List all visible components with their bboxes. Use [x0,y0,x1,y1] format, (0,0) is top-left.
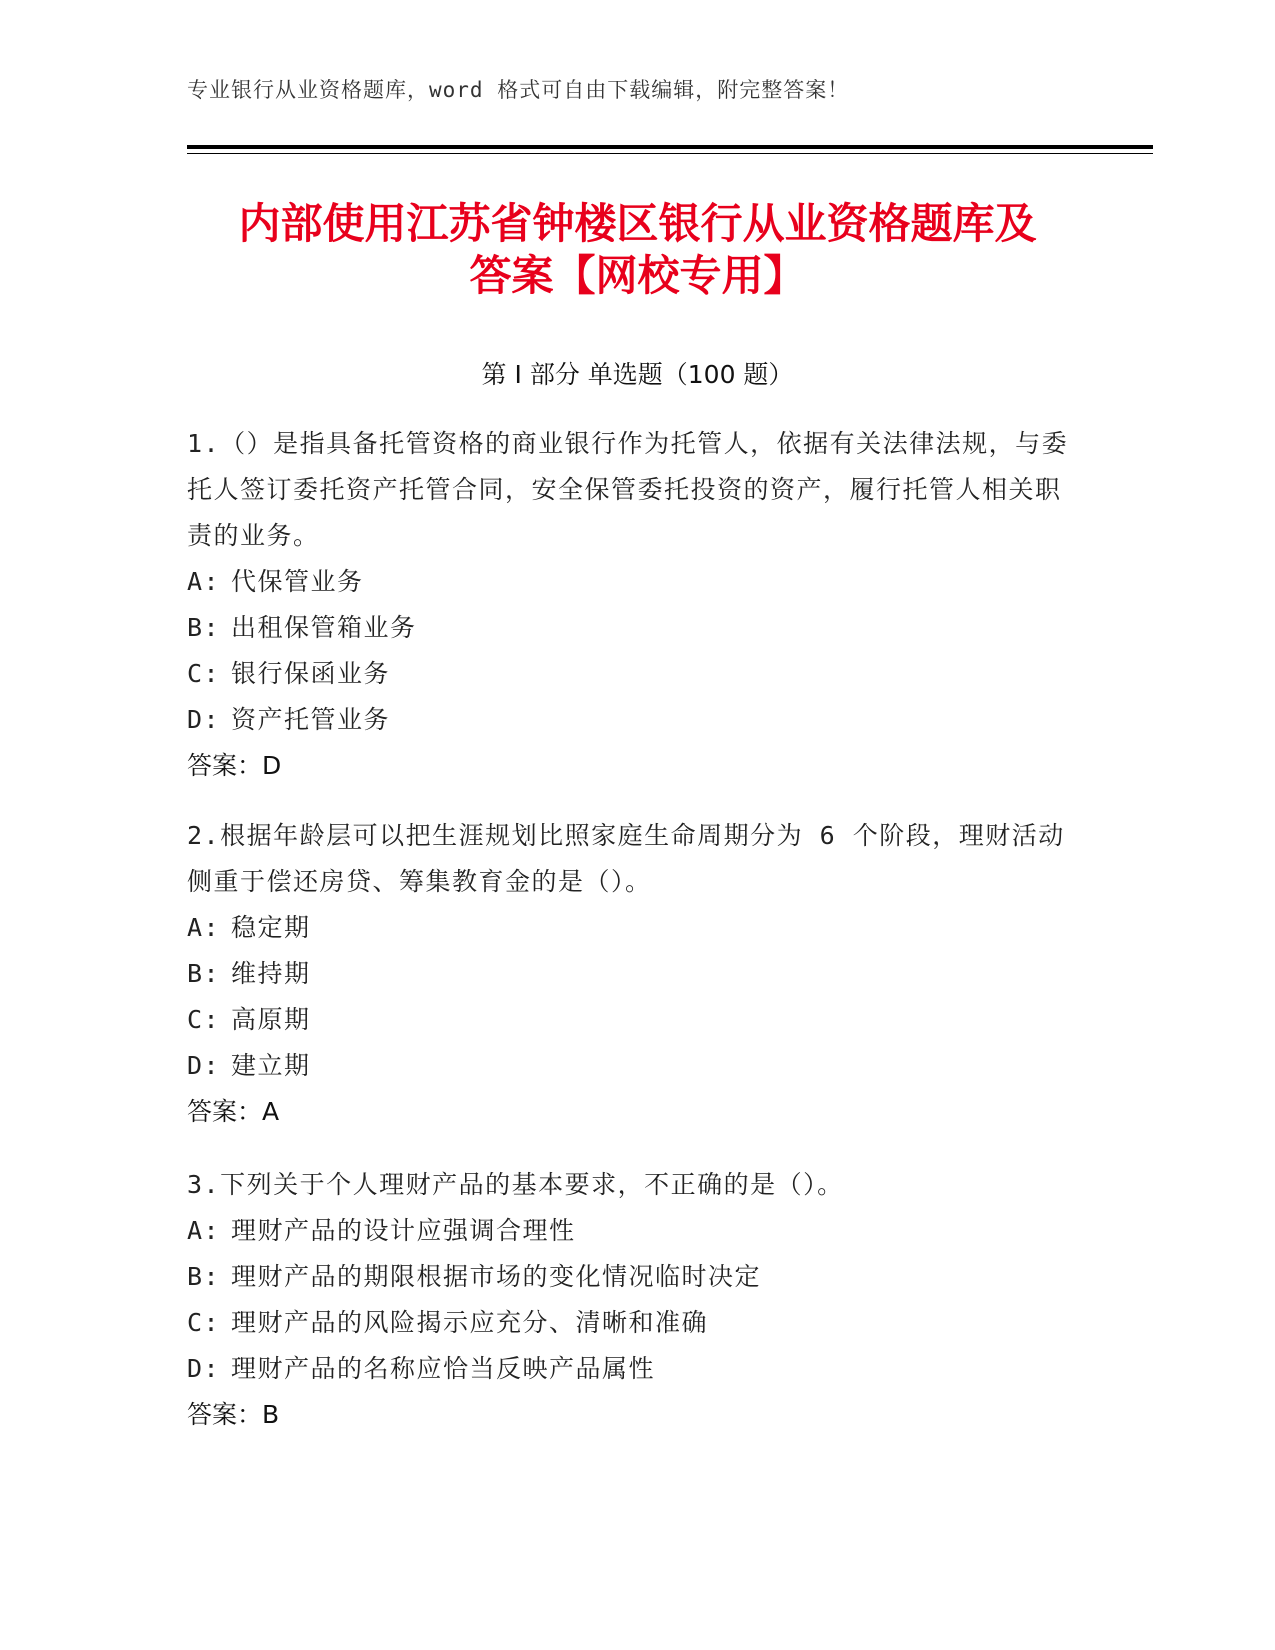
option-a [187,1208,1087,1254]
option-text: 出租保管箱业务 [231,613,417,642]
option-a [187,559,1087,605]
option-text: 稳定期 [231,913,311,942]
option-key: C: [187,1308,221,1337]
question-2 [187,813,1087,1135]
option-text: 代保管业务 [231,567,364,596]
option-b [187,605,1087,651]
option-text: 理财产品的名称应恰当反映产品属性 [231,1354,656,1383]
option-key: D: [187,1354,221,1383]
option-text: 理财产品的期限根据市场的变化情况临时决定 [231,1262,762,1291]
document-title [0,198,1275,302]
option-key: B: [187,959,221,988]
option-c [187,997,1087,1043]
option-key: D: [187,705,221,734]
option-key: B: [187,613,221,642]
header-note: 专业银行从业资格题库，word 格式可自由下载编辑，附完整答案！ [187,78,850,102]
answer: 答案：D [187,751,282,780]
option-text: 高原期 [231,1005,311,1034]
question-3 [187,1162,1087,1438]
option-text: 资产托管业务 [231,705,391,734]
option-d [187,697,1087,743]
answer: 答案：A [187,1097,280,1126]
option-c [187,1300,1087,1346]
option-key: D: [187,1051,221,1080]
option-d [187,1346,1087,1392]
option-b [187,951,1087,997]
option-d [187,1043,1087,1089]
question-1 [187,421,1087,789]
option-key: A: [187,1216,221,1245]
option-text: 银行保函业务 [231,659,391,688]
option-key: A: [187,913,221,942]
option-key: C: [187,1005,221,1034]
option-c [187,651,1087,697]
question-text: 1.（）是指具备托管资格的商业银行作为托管人，依据有关法律法规，与委托人签订委托资产托管合同，安全保管委托投资的资产，履行托管人相关职责的业务。 [187,429,1069,550]
document-title-line-1: 内部使用江苏省钟楼区银行从业资格题库及 [238,199,1037,248]
option-text: 维持期 [231,959,311,988]
option-text: 建立期 [231,1051,311,1080]
option-text: 理财产品的风险揭示应充分、清晰和准确 [231,1308,709,1337]
header-rule-thick [187,145,1153,149]
answer: 答案：B [187,1400,280,1429]
option-a [187,905,1087,951]
option-key: A: [187,567,221,596]
option-text: 理财产品的设计应强调合理性 [231,1216,576,1245]
document-title-line-2: 答案【网校专用】 [469,251,806,300]
section-heading: 第 I 部分 单选题（100 题） [481,360,794,389]
option-key: C: [187,659,221,688]
header-rule-thin [187,153,1153,154]
option-key: B: [187,1262,221,1291]
question-text: 3.下列关于个人理财产品的基本要求，不正确的是（）。 [187,1170,844,1199]
question-text: 2.根据年龄层可以把生涯规划比照家庭生命周期分为 6 个阶段，理财活动侧重于偿还房贷、筹集教育金的是（）。 [187,821,1065,896]
option-b [187,1254,1087,1300]
